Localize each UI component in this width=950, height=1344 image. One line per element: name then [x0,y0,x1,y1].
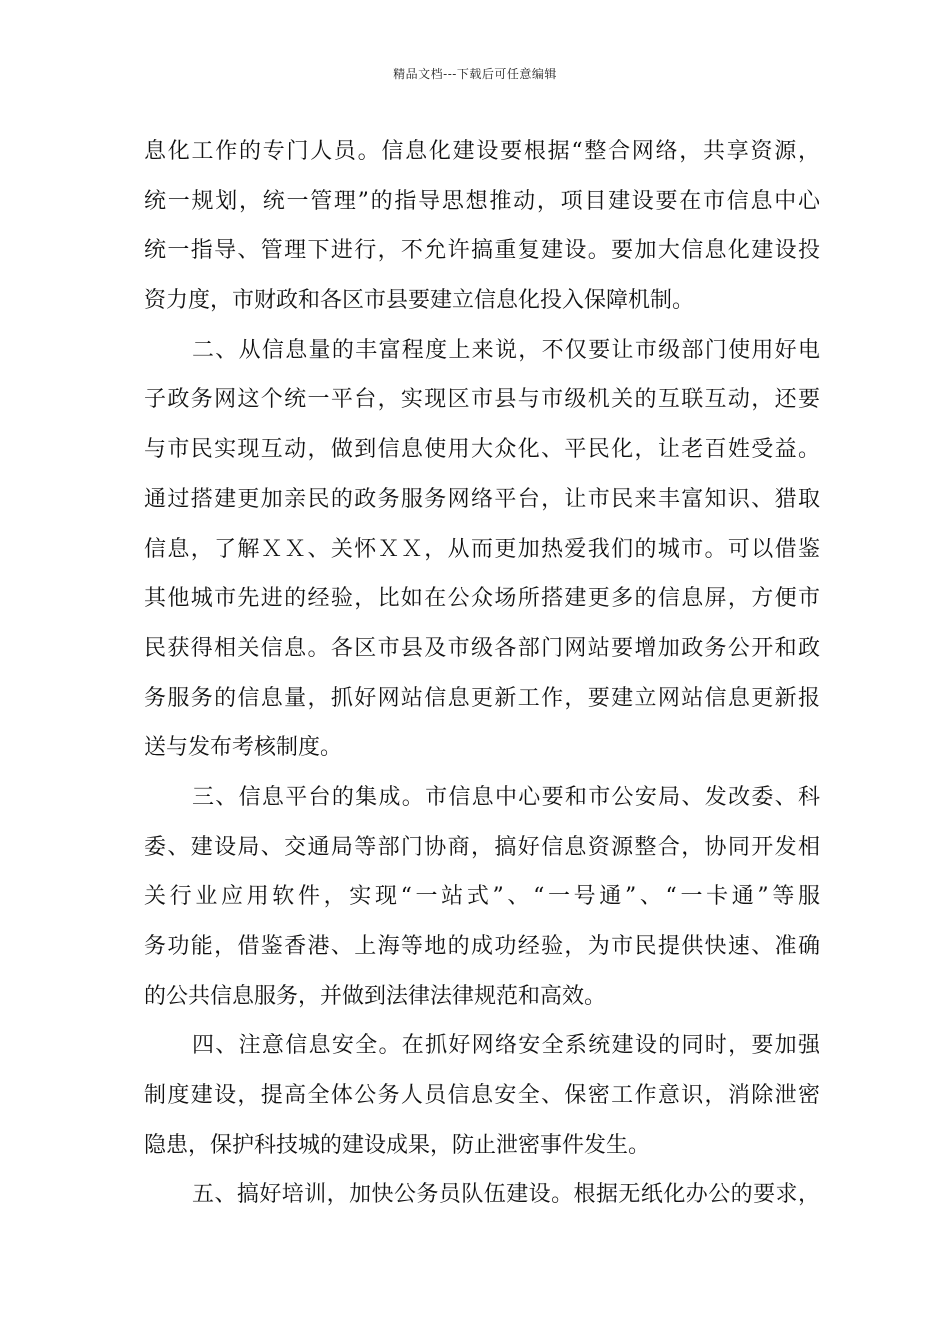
document-body [144,127,820,1220]
text-line: 统一指导、管理下进行，不允许搞重复建设。要加大信息化建设投 [144,238,820,264]
text-line: 子政务网这个统一平台，实现区市县与市级机关的互联互动，还要 [144,387,820,413]
text-line: 四、注意信息安全。在抓好网络安全系统建设的同时，要加强 [192,1033,820,1059]
text-line: 的公共信息服务，并做到法律法律规范和高效。 [144,983,607,1009]
text-line: 关行业应用软件，实现“一站式”、“一号通”、“一卡通”等服 [144,884,820,910]
text-line: 信息，了解ＸＸ、关怀ＸＸ，从而更加热爱我们的城市。可以借鉴 [144,536,820,562]
text-line: 五、搞好培训，加快公务员队伍建设。根据无纸化办公的要求， [192,1182,820,1208]
page-header: 精品文档---下载后可任意编辑 [393,67,557,81]
text-line: 其他城市先进的经验，比如在公众场所搭建更多的信息屏，方便市 [144,586,820,612]
text-line: 送与发布考核制度。 [144,735,343,761]
text-line: 通过搭建更加亲民的政务服务网络平台，让市民来丰富知识、猎取 [144,486,820,512]
text-line: 民获得相关信息。各区市县及市级各部门网站要增加政务公开和政 [144,635,820,661]
text-line: 三、信息平台的集成。市信息中心要和市公安局、发改委、科 [192,784,820,810]
text-line: 务服务的信息量，抓好网站信息更新工作，要建立网站信息更新报 [144,685,820,711]
text-line: 制度建设，提高全体公务人员信息安全、保密工作意识，消除泄密 [144,1083,820,1109]
text-line: 统一规划，统一管理”的指导思想推动，项目建设要在市信息中心 [144,188,820,214]
text-line: 资力度，市财政和各区市县要建立信息化投入保障机制。 [144,288,695,314]
text-line: 与市民实现互动，做到信息使用大众化、平民化，让老百姓受益。 [144,437,820,463]
text-line: 息化工作的专门人员。信息化建设要根据“整合网络，共享资源， [144,139,820,164]
text-line: 务功能，借鉴香港、上海等地的成功经验，为市民提供快速、准确 [144,934,820,959]
text-line: 二、从信息量的丰富程度上来说，不仅要让市级部门使用好电 [192,337,820,363]
text-line: 委、建设局、交通局等部门协商，搞好信息资源整合，协同开发相 [144,834,820,860]
text-line: 隐患，保护科技城的建设成果，防止泄密事件发生。 [144,1132,651,1158]
